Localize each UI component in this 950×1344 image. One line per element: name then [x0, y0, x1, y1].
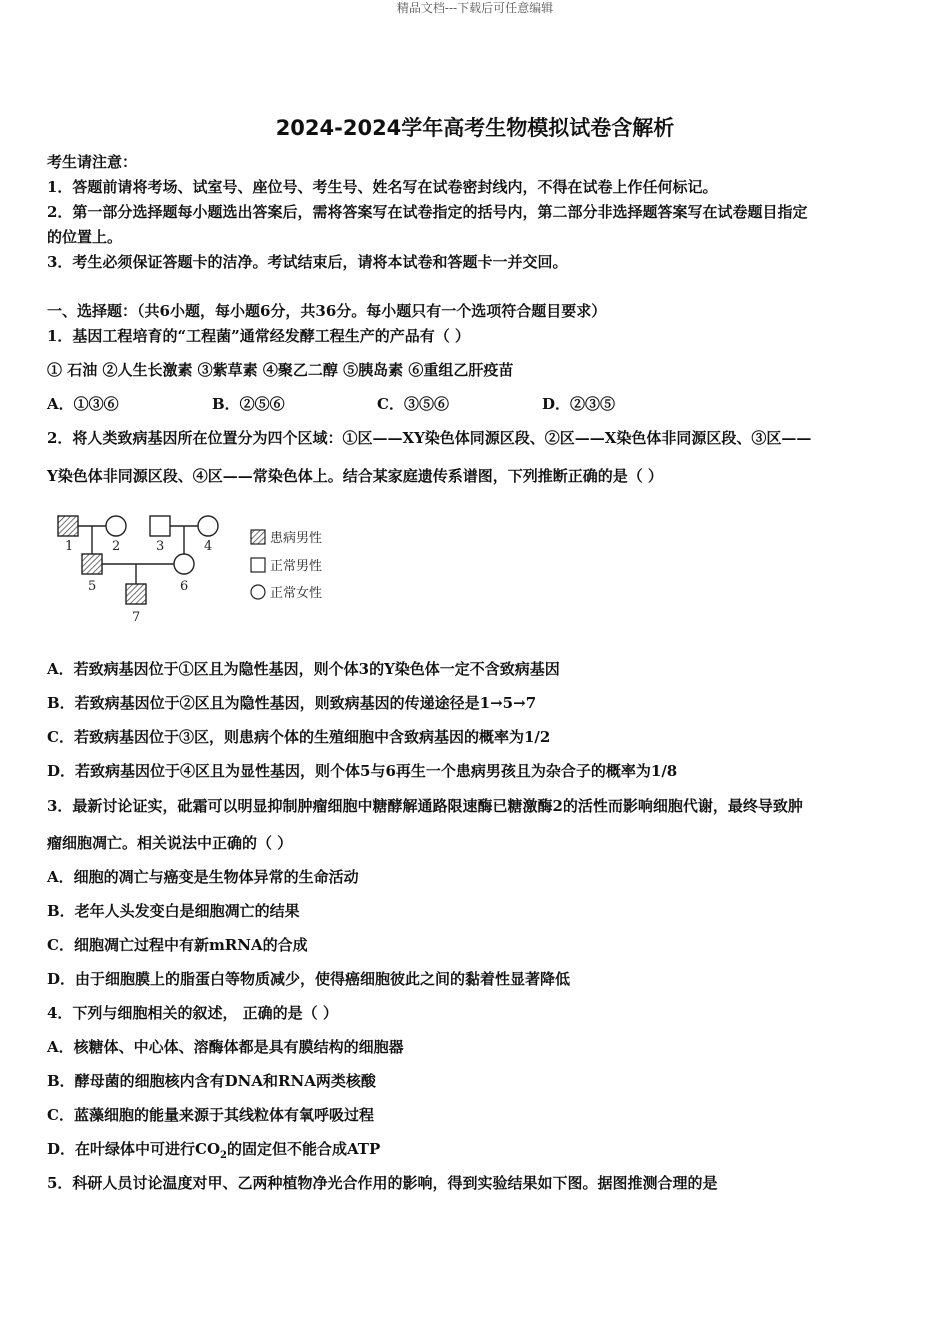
notice-item-1: 1．答题前请将考场、试室号、座位号、考生号、姓名写在试卷密封线内，不得在试卷上作任何标记。: [47, 178, 718, 196]
individual-5-affected-male: [82, 554, 102, 574]
legend-normal-female: 正常女性: [270, 586, 323, 601]
individual-2-normal-female: [106, 516, 126, 536]
q1-list: ① 石油 ②人生长激素 ③紫草素 ④聚乙二醇 ⑤胰岛素 ⑥重组乙肝疫苗: [47, 361, 514, 379]
q2-stem-2: Y染色体非同源区段、④区——常染色体上。结合某家庭遗传系谱图，下列推断正确的是（ ）: [47, 467, 663, 485]
q4-option-c: C．蓝藻细胞的能量来源于其线粒体有氧呼吸过程: [47, 1106, 374, 1124]
label-3: 3: [156, 539, 165, 554]
q4-stem: 4．下列与细胞相关的叙述， 正确的是（ ）: [47, 1004, 338, 1022]
legend-affected-male-symbol: [251, 530, 265, 544]
label-2: 2: [112, 539, 121, 554]
q3-option-b: B．老年人头发变白是细胞凋亡的结果: [47, 902, 300, 920]
notice-item-2-cont: 的位置上。: [47, 228, 123, 246]
individual-6-normal-female: [174, 554, 194, 574]
page-title: 2024-2024学年高考生物模拟试卷含解析: [275, 116, 675, 140]
q2-option-a: A．若致病基因位于①区且为隐性基因，则个体3的Y染色体一定不含致病基因: [47, 660, 560, 678]
q4-option-d-post: 的固定但不能合成ATP: [226, 1140, 381, 1158]
q4-option-d: [47, 1138, 907, 1167]
q2-stem-1: 2．将人类致病基因所在位置分为四个区域：①区——XY染色体同源区段、②区——X染色体非同源区段、③区——: [47, 429, 812, 447]
q4-option-d-sub: 2: [220, 1150, 227, 1161]
q1-option-c: C．③⑤⑥: [377, 395, 449, 413]
q1-stem: 1．基因工程培育的“工程菌”通常经发酵工程生产的产品有（ ）: [47, 327, 470, 345]
q4-option-a: A．核糖体、中心体、溶酶体都是具有膜结构的细胞器: [47, 1038, 404, 1056]
legend-affected-male: 患病男性: [270, 531, 323, 546]
legend-normal-male: 正常男性: [270, 559, 323, 574]
pedigree-svg: [50, 508, 350, 628]
label-4: 4: [204, 539, 213, 554]
label-5: 5: [88, 579, 97, 594]
individual-3-normal-male: [150, 516, 170, 536]
notice-item-2: 2．第一部分选择题每小题选出答案后，需将答案写在试卷指定的括号内，第二部分非选择题答案写在试卷题目指定: [47, 203, 808, 221]
legend-normal-male-symbol: [251, 558, 265, 572]
q1-option-a: A．①③⑥: [47, 395, 119, 413]
legend-normal-female-symbol: [251, 585, 265, 599]
q3-stem-2: 瘤细胞凋亡。相关说法中正确的（ ）: [47, 834, 293, 852]
individual-7-affected-male: [126, 584, 146, 604]
section-heading: 一、选择题：（共6小题，每小题6分，共36分。每小题只有一个选项符合题目要求）: [47, 302, 607, 320]
q3-option-d: D．由于细胞膜上的脂蛋白等物质减少，使得癌细胞彼此之间的黏着性显著降低: [47, 970, 571, 988]
q3-option-a: A．细胞的凋亡与癌变是生物体异常的生命活动: [47, 868, 359, 886]
q4-option-d-pre: D．在叶绿体中可进行CO: [47, 1140, 221, 1158]
q1-options: [47, 393, 907, 415]
q3-option-c: C．细胞凋亡过程中有新mRNA的合成: [47, 936, 308, 954]
pedigree-chart: [50, 508, 350, 628]
individual-4-normal-female: [198, 516, 218, 536]
q2-option-b: B．若致病基因位于②区且为隐性基因，则致病基因的传递途径是1→5→7: [47, 694, 537, 712]
label-6: 6: [180, 579, 189, 594]
q2-option-c: C．若致病基因位于③区，则患病个体的生殖细胞中含致病基因的概率为1/2: [47, 728, 551, 746]
q1-option-d: D．②③⑤: [542, 395, 616, 413]
q1-option-b: B．②⑤⑥: [212, 395, 285, 413]
notice-item-3: 3．考生必须保证答题卡的洁净。考试结束后，请将本试卷和答题卡一并交回。: [47, 253, 568, 271]
individual-1-affected-male: [58, 516, 78, 536]
q4-option-b: B．酵母菌的细胞核内含有DNA和RNA两类核酸: [47, 1072, 376, 1090]
q3-stem-1: 3．最新讨论证实，砒霜可以明显抑制肿瘤细胞中糖酵解通路限速酶已糖激酶2的活性而影响细胞代谢，最终导致肿: [47, 797, 803, 815]
notice-heading: 考生请注意：: [47, 153, 138, 171]
label-1: 1: [65, 539, 74, 554]
page-header: 精品文档---下载后可任意编辑: [396, 1, 554, 15]
q5-stem: 5．科研人员讨论温度对甲、乙两种植物净光合作用的影响，得到实验结果如下图。据图推测合理的是: [47, 1174, 718, 1192]
q2-option-d: D．若致病基因位于④区且为显性基因，则个体5与6再生一个患病男孩且为杂合子的概率为1/8: [47, 762, 678, 780]
label-7: 7: [132, 610, 141, 625]
